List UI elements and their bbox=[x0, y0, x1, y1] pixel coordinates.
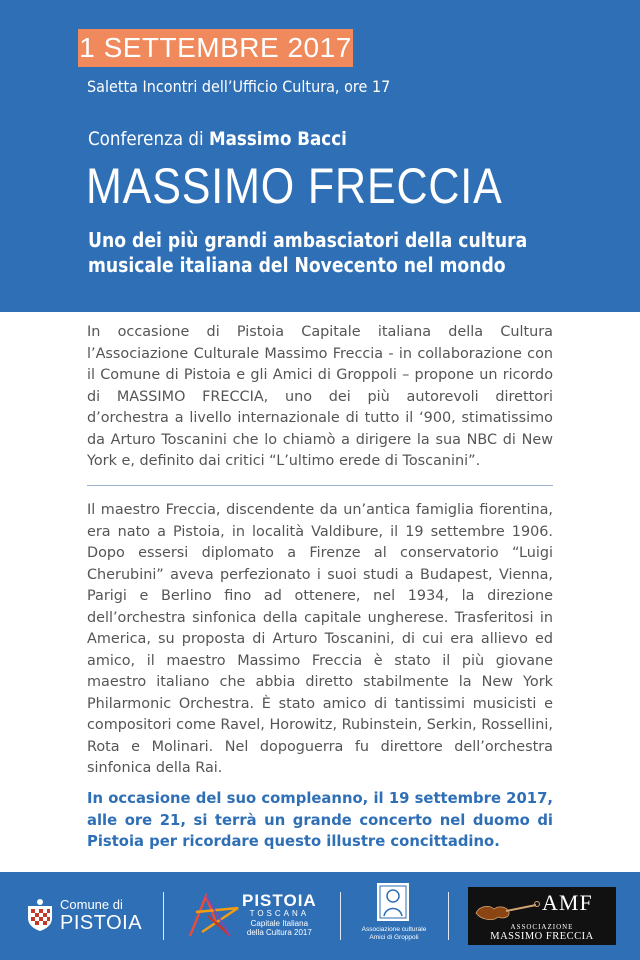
conference-speaker: Massimo Bacci bbox=[208, 128, 347, 150]
amici-emblem-icon bbox=[376, 882, 410, 922]
comune-small-text: Comune di bbox=[60, 897, 123, 912]
header-banner bbox=[0, 0, 640, 312]
amf-assoc-text: ASSOCIAZIONE bbox=[510, 923, 574, 931]
intro-paragraph: In occasione di Pistoia Capitale italiana della Cultura l’Associazione Culturale Massimo Freccia - in collaborazione con il Comune di Pistoia e gli Amici di Groppoli – propone un ricordo di MASSIMO FRECCIA, uno dei più autorevoli direttori d’orchestra a livello internazionale di tutto il ‘900, stimatissimo da Arturo Toscanini che lo chiamò a dirigere la sua NBC di New York e, definito dai critici “L’ultimo erede di Toscanini”. bbox=[87, 324, 553, 469]
capitale-wordmark bbox=[242, 892, 317, 937]
date-badge: 1 SETTEMBRE 2017 bbox=[78, 29, 353, 67]
conference-prefix: Conferenza di bbox=[88, 128, 204, 150]
page-title: MASSIMO FRECCIA bbox=[86, 158, 503, 214]
pistoia-capitale-logo bbox=[186, 888, 326, 944]
subtitle bbox=[88, 228, 527, 278]
comune-di-pistoia-logo bbox=[24, 896, 148, 936]
subtitle-line-1: Uno dei più grandi ambasciatori della cultura bbox=[88, 228, 528, 252]
comune-shield-icon bbox=[24, 898, 56, 932]
capitale-region: TOSCANA bbox=[249, 909, 310, 918]
violin-icon bbox=[472, 897, 542, 923]
section-divider bbox=[87, 485, 553, 486]
amf-acronym: AMF bbox=[542, 890, 593, 915]
amf-name-text: MASSIMO FRECCIA bbox=[490, 931, 594, 942]
footer-separator bbox=[163, 892, 164, 940]
biography-paragraph: Il maestro Freccia, discendente da un’antica famiglia fiorentina, era nato a Pistoia, in località Valdibure, il 19 settembre 1906. Dopo essersi diplomato a Firenze al conservatorio “Luigi Cherubini” aveva perfezionato i suoi studi a Budapest, Vienna, Parigi e Berlino fino ad ottenere, nel 1934, la direzione dell’orchestra sinfonica della capitale ungherese. Trasferitosi in America, su proposta di Arturo Toscanini, di cui era allievo ed amico, il maestro Massimo Freccia è stato il più giovane maestro italiano che abbia diretto stabilmente la New York Philarmonic Orchestra. È stato amico di tantissimi musicisti e compositori come Ravel, Horowitz, Rubinstein, Serkin, Rossellini, Rota e Molinari. Nel dopoguerra fu direttore dell’orchestra sinfonica della Rai. bbox=[87, 502, 553, 776]
venue-text: Saletta Incontri dell’Ufficio Cultura, ore 17 bbox=[87, 77, 391, 96]
conference-line bbox=[88, 126, 347, 152]
concert-announcement: In occasione del suo compleanno, il 19 settembre 2017, alle ore 21, si terrà un grande concerto nel duomo di Pistoia per ricordare questo illustre concittadino. bbox=[87, 790, 553, 850]
comune-big-text: PISTOIA bbox=[60, 912, 143, 934]
capitale-line-1: Capitale Italiana bbox=[250, 919, 309, 928]
capitale-star-icon bbox=[186, 892, 244, 940]
footer-logos bbox=[0, 872, 640, 960]
amf-logo bbox=[468, 887, 616, 945]
footer-separator bbox=[448, 892, 449, 940]
amici-wordmark bbox=[356, 926, 432, 942]
amici-di-groppoli-logo bbox=[356, 882, 436, 952]
footer-separator bbox=[340, 892, 341, 940]
comune-wordmark bbox=[60, 898, 142, 934]
subtitle-line-2: musicale italiana del Novecento nel mondo bbox=[88, 253, 506, 277]
capitale-line-2: della Cultura 2017 bbox=[246, 928, 312, 937]
amici-line-2: Amici di Groppoli bbox=[369, 934, 419, 941]
capitale-city: PISTOIA bbox=[242, 891, 317, 910]
amici-line-1: Associazione culturale bbox=[361, 926, 427, 933]
